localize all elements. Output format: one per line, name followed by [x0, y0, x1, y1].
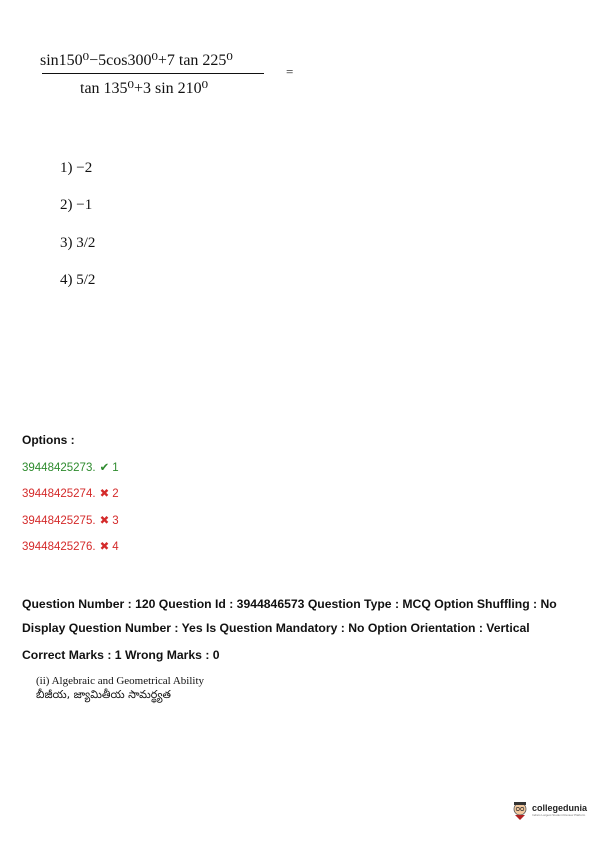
- answer-option-id: 39448425275.: [22, 515, 96, 527]
- section-title-english: (ii) Algebraic and Geometrical Ability: [36, 675, 205, 687]
- brand-name: collegedunia: [532, 803, 588, 813]
- question-meta-line-1: Question Number : 120 Question Id : 3944846573 Question Type : MCQ Option Shuffling : No: [22, 597, 557, 611]
- answer-option-label: 3: [112, 515, 119, 527]
- equals-sign: =: [286, 64, 294, 79]
- options-title: Options :: [22, 433, 75, 447]
- fraction-denominator: tan 135⁰+3 sin 210⁰: [80, 80, 209, 97]
- answer-option-label: 2: [112, 488, 119, 500]
- answer-option-row: [22, 513, 119, 527]
- question-fraction: [40, 50, 265, 98]
- mascot-icon: [510, 800, 530, 820]
- cross-icon: ✖: [99, 515, 110, 527]
- brand-logo: [510, 800, 587, 820]
- question-meta-line-3: Correct Marks : 1 Wrong Marks : 0: [22, 648, 220, 662]
- answer-option-row: [22, 460, 119, 474]
- fraction-numerator: sin150⁰−5cos300⁰+7 tan 225⁰: [40, 52, 233, 69]
- question-option-1: 1) −2: [60, 160, 93, 176]
- answer-option-label: 1: [112, 462, 119, 474]
- brand-tagline: India's Largest Student Review Platform: [532, 813, 586, 817]
- answer-option-id: 39448425274.: [22, 488, 96, 500]
- answer-option-row: [22, 539, 119, 553]
- answer-option-id: 39448425276.: [22, 541, 96, 553]
- question-option-4: 4) 5/2: [60, 272, 96, 288]
- cross-icon: ✖: [99, 488, 110, 500]
- cross-icon: ✖: [99, 541, 110, 553]
- answer-option-row: [22, 486, 119, 500]
- question-option-2: 2) −1: [60, 197, 93, 213]
- question-option-3: 3) 3/2: [60, 235, 96, 251]
- check-icon: ✔: [99, 462, 110, 474]
- answer-option-id: 39448425273.: [22, 462, 96, 474]
- question-meta-line-2: Display Question Number : Yes Is Question Mandatory : No Option Orientation : Vertical: [22, 621, 530, 635]
- section-title-telugu: బీజీయ, జ్యామితీయ సామర్థ్యత: [36, 688, 171, 701]
- answer-option-label: 4: [112, 541, 119, 553]
- fraction-bar: [42, 73, 264, 74]
